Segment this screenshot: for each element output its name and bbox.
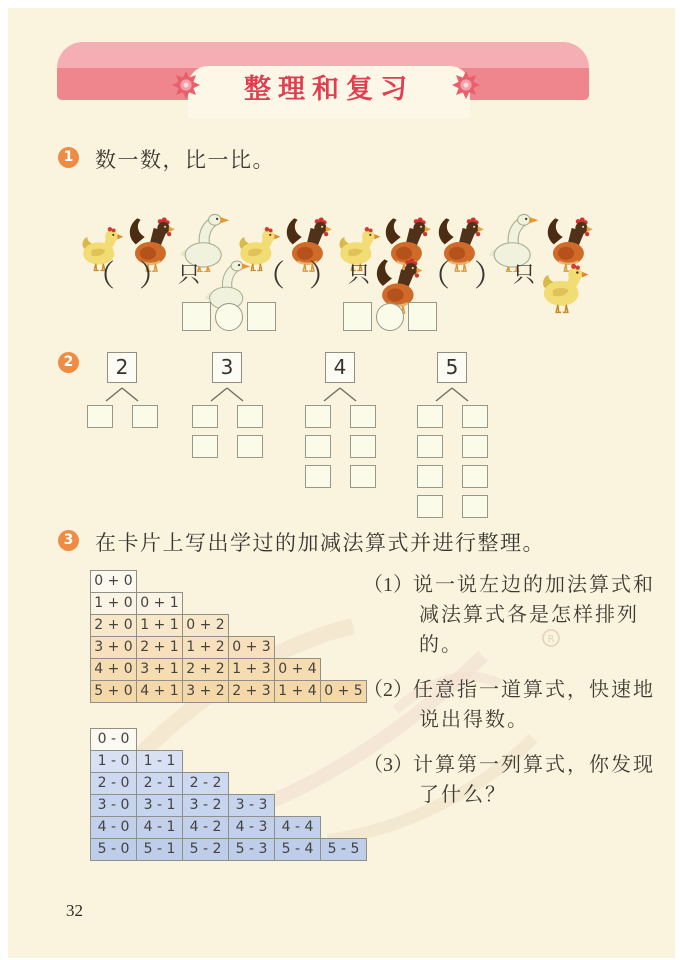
addition-card: 1 + 0 <box>90 592 137 615</box>
branch-lines <box>422 386 482 402</box>
addition-row <box>90 592 367 615</box>
subtraction-row <box>90 750 367 773</box>
addition-row <box>90 658 367 681</box>
decomposition-group <box>290 352 390 488</box>
addition-card: 0 + 4 <box>274 658 321 681</box>
question-item <box>363 675 663 735</box>
addition-card: 2 + 3 <box>228 680 275 703</box>
compare-square <box>182 302 211 331</box>
number-card: 3 <box>212 352 242 383</box>
answer-box <box>305 465 331 488</box>
section-3-heading: 在卡片上写出学过的加减法算式并进行整理。 <box>95 531 545 555</box>
count-group <box>420 242 591 304</box>
addition-card: 2 + 2 <box>182 658 229 681</box>
branch-lines <box>197 386 257 402</box>
compare-square <box>408 302 437 331</box>
addition-card: 1 + 3 <box>228 658 275 681</box>
addition-row <box>90 680 367 703</box>
addition-card: 0 + 1 <box>136 592 183 615</box>
flower-icon <box>171 70 201 100</box>
question-label: （3） <box>363 754 413 776</box>
number-card: 4 <box>325 352 355 383</box>
compare-shape-row <box>8 302 675 336</box>
answer-box <box>462 465 488 488</box>
addition-row <box>90 636 367 659</box>
answer-box <box>417 465 443 488</box>
compare-shape-group <box>182 302 276 331</box>
addition-card: 3 + 0 <box>90 636 137 659</box>
addition-card: 0 + 0 <box>90 570 137 593</box>
addition-card: 0 + 5 <box>320 680 367 703</box>
answer-slots <box>402 405 502 518</box>
answer-box <box>350 405 376 428</box>
addition-card: 3 + 1 <box>136 658 183 681</box>
subtraction-card: 5 - 3 <box>228 838 275 861</box>
question-list <box>363 570 655 825</box>
answer-box <box>87 405 113 428</box>
addition-card: 0 + 3 <box>228 636 275 659</box>
subtraction-row <box>90 816 367 839</box>
subtraction-card: 3 - 0 <box>90 794 137 817</box>
question-text: 说一说左边的加法算式和减法算式各是怎样排列的。 <box>413 574 655 656</box>
subtraction-card: 4 - 4 <box>274 816 321 839</box>
decomposition-group <box>177 352 277 458</box>
answer-blank-close: ） <box>474 260 504 293</box>
subtraction-row <box>90 838 367 861</box>
subtraction-table <box>90 728 367 861</box>
subtraction-card: 5 - 2 <box>182 838 229 861</box>
decomposition-group <box>72 352 172 428</box>
compare-circle <box>215 303 243 331</box>
answer-box <box>350 435 376 458</box>
answer-blank-open: （ <box>255 260 285 293</box>
unit-label: 只 <box>513 261 536 287</box>
answer-slots <box>290 405 390 488</box>
answer-box <box>192 435 218 458</box>
addition-card: 3 + 2 <box>182 680 229 703</box>
compare-square <box>247 302 276 331</box>
addition-card: 2 + 1 <box>136 636 183 659</box>
subtraction-row <box>90 772 367 795</box>
subtraction-card: 2 - 0 <box>90 772 137 795</box>
question-label: （1） <box>363 574 413 596</box>
subtraction-card: 4 - 0 <box>90 816 137 839</box>
question-text: 计算第一列算式，你发现了什么？ <box>413 754 655 806</box>
page-title: 整理和复习 <box>244 74 414 104</box>
branch-lines <box>310 386 370 402</box>
subtraction-row <box>90 794 367 817</box>
addition-card: 1 + 1 <box>136 614 183 637</box>
answer-blank-open: （ <box>420 260 450 293</box>
section-3-badge: 3 <box>58 530 79 551</box>
question-text: 任意指一道算式，快速地说出得数。 <box>413 679 655 731</box>
answer-box <box>417 495 443 518</box>
subtraction-row <box>90 728 367 751</box>
number-card: 5 <box>437 352 467 383</box>
answer-box <box>132 405 158 428</box>
decomposition-group <box>402 352 502 518</box>
answer-blank-open: （ <box>85 260 115 293</box>
answer-slots <box>177 405 277 458</box>
addition-table <box>90 570 367 703</box>
subtraction-card: 4 - 2 <box>182 816 229 839</box>
page-number: 32 <box>66 901 83 920</box>
question-item <box>363 750 663 810</box>
flower-icon <box>451 70 481 100</box>
section-2-badge: 2 <box>58 352 79 373</box>
addition-card: 4 + 1 <box>136 680 183 703</box>
unit-label: 只 <box>348 261 371 287</box>
answer-box <box>462 405 488 428</box>
answer-box <box>192 405 218 428</box>
subtraction-card: 4 - 1 <box>136 816 183 839</box>
subtraction-card: 5 - 1 <box>136 838 183 861</box>
subtraction-card: 4 - 3 <box>228 816 275 839</box>
number-card: 2 <box>107 352 137 383</box>
section-1-heading: 数一数，比一比。 <box>95 148 275 172</box>
answer-box <box>417 405 443 428</box>
subtraction-card: 2 - 1 <box>136 772 183 795</box>
answer-box <box>305 405 331 428</box>
section-1-badge: 1 <box>58 147 79 168</box>
subtraction-card: 5 - 5 <box>320 838 367 861</box>
answer-blank-close: ） <box>139 260 169 293</box>
answer-box <box>305 435 331 458</box>
answer-box <box>350 465 376 488</box>
answer-box <box>462 435 488 458</box>
answer-box <box>237 405 263 428</box>
subtraction-card: 2 - 2 <box>182 772 229 795</box>
addition-card: 1 + 4 <box>274 680 321 703</box>
addition-row <box>90 570 367 593</box>
subtraction-card: 5 - 4 <box>274 838 321 861</box>
subtraction-card: 1 - 0 <box>90 750 137 773</box>
count-group <box>255 242 426 304</box>
compare-shape-group <box>343 302 437 331</box>
count-group <box>85 242 256 304</box>
subtraction-card: 3 - 3 <box>228 794 275 817</box>
answer-blank-close: ） <box>309 260 339 293</box>
subtraction-card: 0 - 0 <box>90 728 137 751</box>
addition-card: 0 + 2 <box>182 614 229 637</box>
answer-box <box>417 435 443 458</box>
compare-square <box>343 302 372 331</box>
answer-box <box>462 495 488 518</box>
answer-box <box>237 435 263 458</box>
addition-card: 1 + 2 <box>182 636 229 659</box>
addition-card: 4 + 0 <box>90 658 137 681</box>
answer-slots <box>72 405 172 428</box>
addition-card: 2 + 0 <box>90 614 137 637</box>
subtraction-card: 3 - 1 <box>136 794 183 817</box>
unit-label: 只 <box>178 261 201 287</box>
compare-circle <box>376 303 404 331</box>
svg-text:R: R <box>547 634 555 645</box>
subtraction-card: 1 - 1 <box>136 750 183 773</box>
subtraction-card: 5 - 0 <box>90 838 137 861</box>
question-item <box>363 570 663 660</box>
subtraction-card: 3 - 2 <box>182 794 229 817</box>
textbook-page <box>8 8 675 958</box>
banner-title-plate <box>188 66 470 118</box>
question-label: （2） <box>363 679 413 701</box>
branch-lines <box>92 386 152 402</box>
addition-row <box>90 614 367 637</box>
addition-card: 5 + 0 <box>90 680 137 703</box>
